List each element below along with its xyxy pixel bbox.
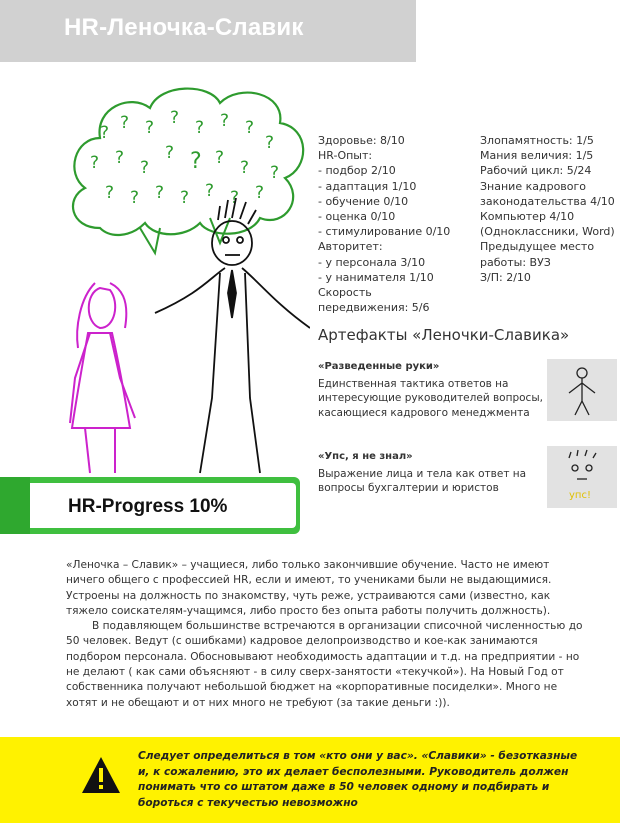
svg-text:?: ?	[255, 183, 265, 203]
stat-line: - стимулирование 0/10	[318, 225, 451, 239]
svg-text:?: ?	[205, 181, 215, 201]
spread-arms-thumbnail	[547, 359, 617, 421]
svg-text:?: ?	[155, 183, 165, 203]
stat-line: З/П: 2/10	[480, 270, 531, 284]
stat-line: HR-Опыт:	[318, 149, 373, 163]
title-bar	[0, 0, 416, 62]
stat-line: Рабочий цикл: 5/24	[480, 164, 592, 178]
stat-line: Здоровье: 8/10	[318, 134, 405, 147]
progress-label: HR-Progress 10%	[68, 496, 228, 517]
stat-line: - у персонала 3/10	[318, 255, 426, 269]
stat-line: (Одноклассники, Word)	[480, 225, 615, 239]
warning-text: Следует определиться в том «кто они у вас». «Славики» - безотказные и, к сожалению, это их делает бесполезными. Руководитель должен понимать что со штатом даже в 50 человек одному и подбирать и бороться с текучестью невозможно	[138, 750, 578, 809]
stat-line: передвижения: 5/6	[318, 301, 430, 315]
stat-line: Мания величия: 1/5	[480, 149, 594, 163]
man-figure	[155, 198, 310, 473]
stat-line: Знание кадрового	[480, 179, 587, 193]
progress-fill	[0, 477, 30, 534]
artifacts-title: Артефакты «Леночки-Славика»	[318, 326, 570, 344]
svg-text:?: ?	[190, 149, 202, 174]
stat-line: - обучение 0/10	[318, 194, 409, 208]
svg-text:?: ?	[180, 188, 190, 208]
warning-box	[0, 737, 620, 823]
svg-text:?: ?	[215, 148, 225, 168]
svg-text:?: ?	[265, 133, 275, 153]
stat-line: - у нанимателя 1/10	[318, 270, 434, 284]
description-paragraph: В подавляющем большинстве встречаются в организации списочной численностью до 50 человек. Ведут (с ошибками) кадровое делопроизводство и кое-как занимаются подбором персонала. Обосновывают необходимость адаптации и т.д. на предприятии - но не делают ( как сами объясняют - в силу сверх-занятости «текучкой»). На Новый Год от собственника получают небольшой бюджет на «корпоративные посиделки». Много не хотят и не обещают и от них много не требуют (за такие деньги :)).	[66, 620, 583, 709]
stat-line: законодательства 4/10	[480, 194, 615, 208]
artifact-text: Единственная тактика ответов на интересующие руководителей вопросы, касающиеся кадрового менеджмента	[318, 377, 543, 419]
description	[66, 558, 590, 711]
stat-line: - адаптация 1/10	[318, 179, 417, 193]
thought-cloud	[73, 89, 303, 235]
sketch-illustration	[60, 78, 310, 478]
page-title: HR-Леночка-Славик	[64, 14, 304, 41]
svg-text:?: ?	[130, 188, 140, 208]
description-paragraph: «Леночка – Славик» – учащиеся, либо только закончившие обучение. Часто не имеют ничего общего с профессией HR, если и имеют, то учениками были не выдающимися. Устроены на должность по знакомству, чуть реже, устраиваются сами (известно, как тяжело соискателям-учащимся, либо просто без опыта работы получить должность).	[66, 559, 552, 617]
svg-text:?: ?	[105, 183, 115, 203]
svg-text:?: ?	[245, 118, 255, 138]
oops-badge: упс!	[569, 490, 591, 501]
svg-text:?: ?	[240, 158, 250, 178]
warning-icon	[80, 755, 122, 795]
svg-text:?: ?	[120, 113, 130, 133]
stats-right	[480, 133, 620, 285]
svg-text:?: ?	[145, 118, 155, 138]
stat-line: Злопамятность: 1/5	[480, 134, 594, 147]
stat-line: Авторитет:	[318, 240, 383, 254]
stat-line: Компьютер 4/10	[480, 210, 575, 224]
stat-line: - оценка 0/10	[318, 210, 396, 224]
svg-text:?: ?	[170, 108, 180, 128]
svg-text:?: ?	[140, 158, 150, 178]
artifact-item	[318, 360, 546, 420]
stat-line: работы: ВУЗ	[480, 255, 551, 269]
svg-text:?: ?	[270, 163, 280, 183]
hr-progress-bar	[0, 477, 300, 534]
svg-text:?: ?	[90, 153, 100, 173]
artifact-heading: «Упс, я не знал»	[318, 451, 413, 462]
svg-text:?: ?	[230, 188, 240, 208]
artifact-text: Выражение лица и тела как ответ на вопросы бухгалтерии и юристов	[318, 467, 527, 494]
svg-text:?: ?	[100, 123, 110, 143]
stat-line: - подбор 2/10	[318, 164, 396, 178]
stat-line: Скорость	[318, 286, 372, 300]
oops-face-thumbnail	[547, 446, 617, 508]
svg-text:?: ?	[195, 118, 205, 138]
artifact-heading: «Разведенные руки»	[318, 361, 440, 372]
svg-text:?: ?	[220, 111, 230, 131]
svg-text:?: ?	[165, 143, 175, 163]
woman-figure	[70, 283, 135, 473]
svg-text:?: ?	[115, 148, 125, 168]
stats-left	[318, 133, 478, 315]
question-marks	[90, 108, 279, 208]
stat-line: Предыдущее место	[480, 240, 595, 254]
artifact-item	[318, 450, 546, 496]
